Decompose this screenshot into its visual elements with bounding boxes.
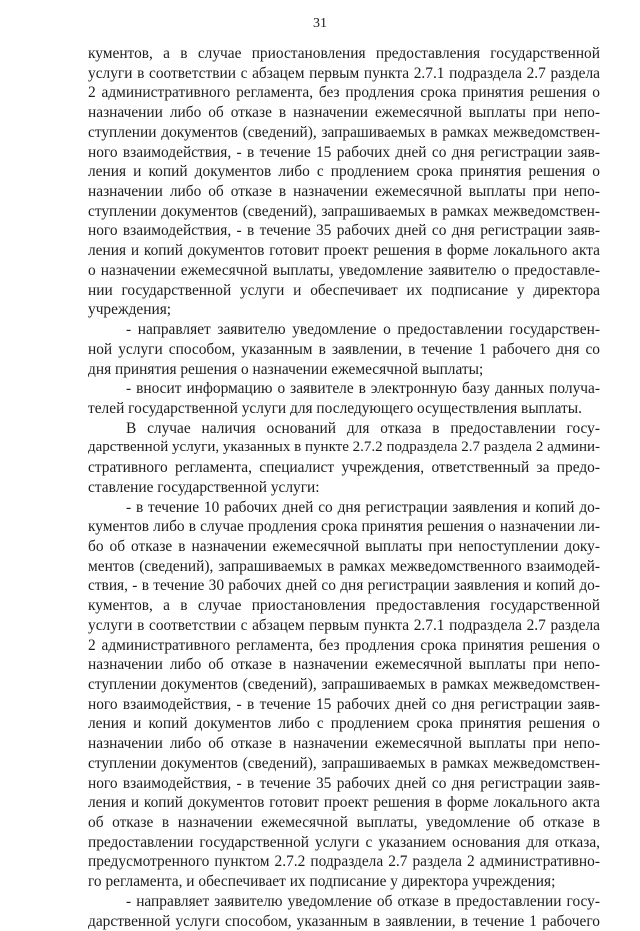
text-line: об отказе в назначении ежемесячной выплаты, уведомление об отказе в <box>88 814 600 832</box>
text-line: дарственной услуги способом, указанным в заявлении, в течение 1 рабочего <box>88 912 600 930</box>
text-line: - направляет заявителю уведомление об отказе в предоставлении госу- <box>126 892 600 910</box>
text-line: - направляет заявителю уведомление о предоставлении государствен- <box>126 321 600 339</box>
text-line: ного взаимодействия, - в течение 15 рабочих дней со дня регистрации заяв- <box>88 143 600 161</box>
text-line: предусмотренного пунктом 2.7.2 подраздела 2.7 раздела 2 административно- <box>88 853 600 871</box>
text-line: - в течение 10 рабочих дней со дня регистрации заявления и копий до- <box>126 498 600 516</box>
text-line: ступлении документов (сведений), запрашиваемых в рамках межведомствен- <box>88 123 600 141</box>
text-line: предоставлении государственной услуги с указанием основания для отказа, <box>88 833 600 851</box>
text-line: ного взаимодействия, - в течение 35 рабочих дней со дня регистрации заяв- <box>88 774 600 792</box>
text-line: кументов, а в случае приостановления предоставления государственной <box>88 45 600 62</box>
text-line: ления и копий документов либо с продлением срока принятия решения о <box>88 715 600 733</box>
text-line: дня принятия решения о назначении ежемесячной выплаты; <box>88 360 484 378</box>
text-line: В случае наличия оснований для отказа в предоставлении госу- <box>126 419 600 437</box>
text-line: го регламента, и обеспечивает их подписание у директора учреждения; <box>88 873 556 891</box>
text-line: - вносит информацию о заявителе в электронную базу данных получа- <box>126 380 600 398</box>
text-line: услуги в соответствии с абзацем первым пункта 2.7.1 подраздела 2.7 раздела <box>88 64 600 82</box>
text-line: учреждения; <box>88 301 172 319</box>
text-line: ментов (сведений), запрашиваемых в рамках межведомственного взаимодей- <box>88 557 600 575</box>
text-line: ления и копий документов готовит проект решения в форме локального акта <box>88 794 600 812</box>
text-line: ления и копий документов готовит проект решения в форме локального акта <box>88 242 600 260</box>
text-line: нии государственной услуги и обеспечивает их подписание у директора <box>88 281 600 299</box>
text-line: назначении либо об отказе в назначении ежемесячной выплаты при непо- <box>88 735 600 753</box>
text-line: кументов, а в случае приостановления предоставления государственной <box>88 597 600 615</box>
text-line: ступлении документов (сведений), запрашиваемых в рамках межведомствен- <box>88 754 600 772</box>
text-line: телей государственной услуги для последующего осуществления выплаты. <box>88 399 582 417</box>
page-number: 31 <box>313 16 327 31</box>
text-line: ставление государственной услуги: <box>88 478 320 496</box>
document-body <box>88 44 600 931</box>
text-line: о назначении ежемесячной выплаты, уведомление заявителю о предоставле- <box>88 261 600 279</box>
text-line: бо об отказе в назначении ежемесячной выплаты при непоступлении доку- <box>88 537 600 555</box>
text-line: 2 административного регламента, без продления срока принятия решения о <box>88 84 600 102</box>
text-line: стративного регламента, специалист учреждения, ответственный за предо- <box>88 459 600 477</box>
text-line: ного взаимодействия, - в течение 35 рабочих дней со дня регистрации заяв- <box>88 222 600 240</box>
text-line: ного взаимодействия, - в течение 15 рабочих дней со дня регистрации заяв- <box>88 695 600 713</box>
text-line: назначении либо об отказе в назначении ежемесячной выплаты при непо- <box>88 104 600 122</box>
text-line: назначении либо об отказе в назначении ежемесячной выплаты при непо- <box>88 656 600 674</box>
text-line: дарственной услуги, указанных в пункте 2.7.2 подраздела 2.7 раздела 2 админи- <box>88 439 600 456</box>
text-line: ления и копий документов либо с продлением срока принятия решения о <box>88 163 600 181</box>
text-line: назначении либо об отказе в назначении ежемесячной выплаты при непо- <box>88 183 600 201</box>
text-line: ступлении документов (сведений), запрашиваемых в рамках межведомствен- <box>88 202 600 220</box>
text-line: услуги в соответствии с абзацем первым пункта 2.7.1 подраздела 2.7 раздела <box>88 616 600 634</box>
text-line: 2 административного регламента, без продления срока принятия решения о <box>88 636 600 654</box>
text-line: ступлении документов (сведений), запрашиваемых в рамках межведомствен- <box>88 676 600 693</box>
text-line: кументов либо в случае продления срока принятия решения о назначении ли- <box>88 518 600 536</box>
text-line: ной услуги способом, указанным в заявлении, в течение 1 рабочего дня со <box>88 340 600 358</box>
text-line: ствия, - в течение 30 рабочих дней со дня регистрации заявления и копий до- <box>88 577 600 595</box>
